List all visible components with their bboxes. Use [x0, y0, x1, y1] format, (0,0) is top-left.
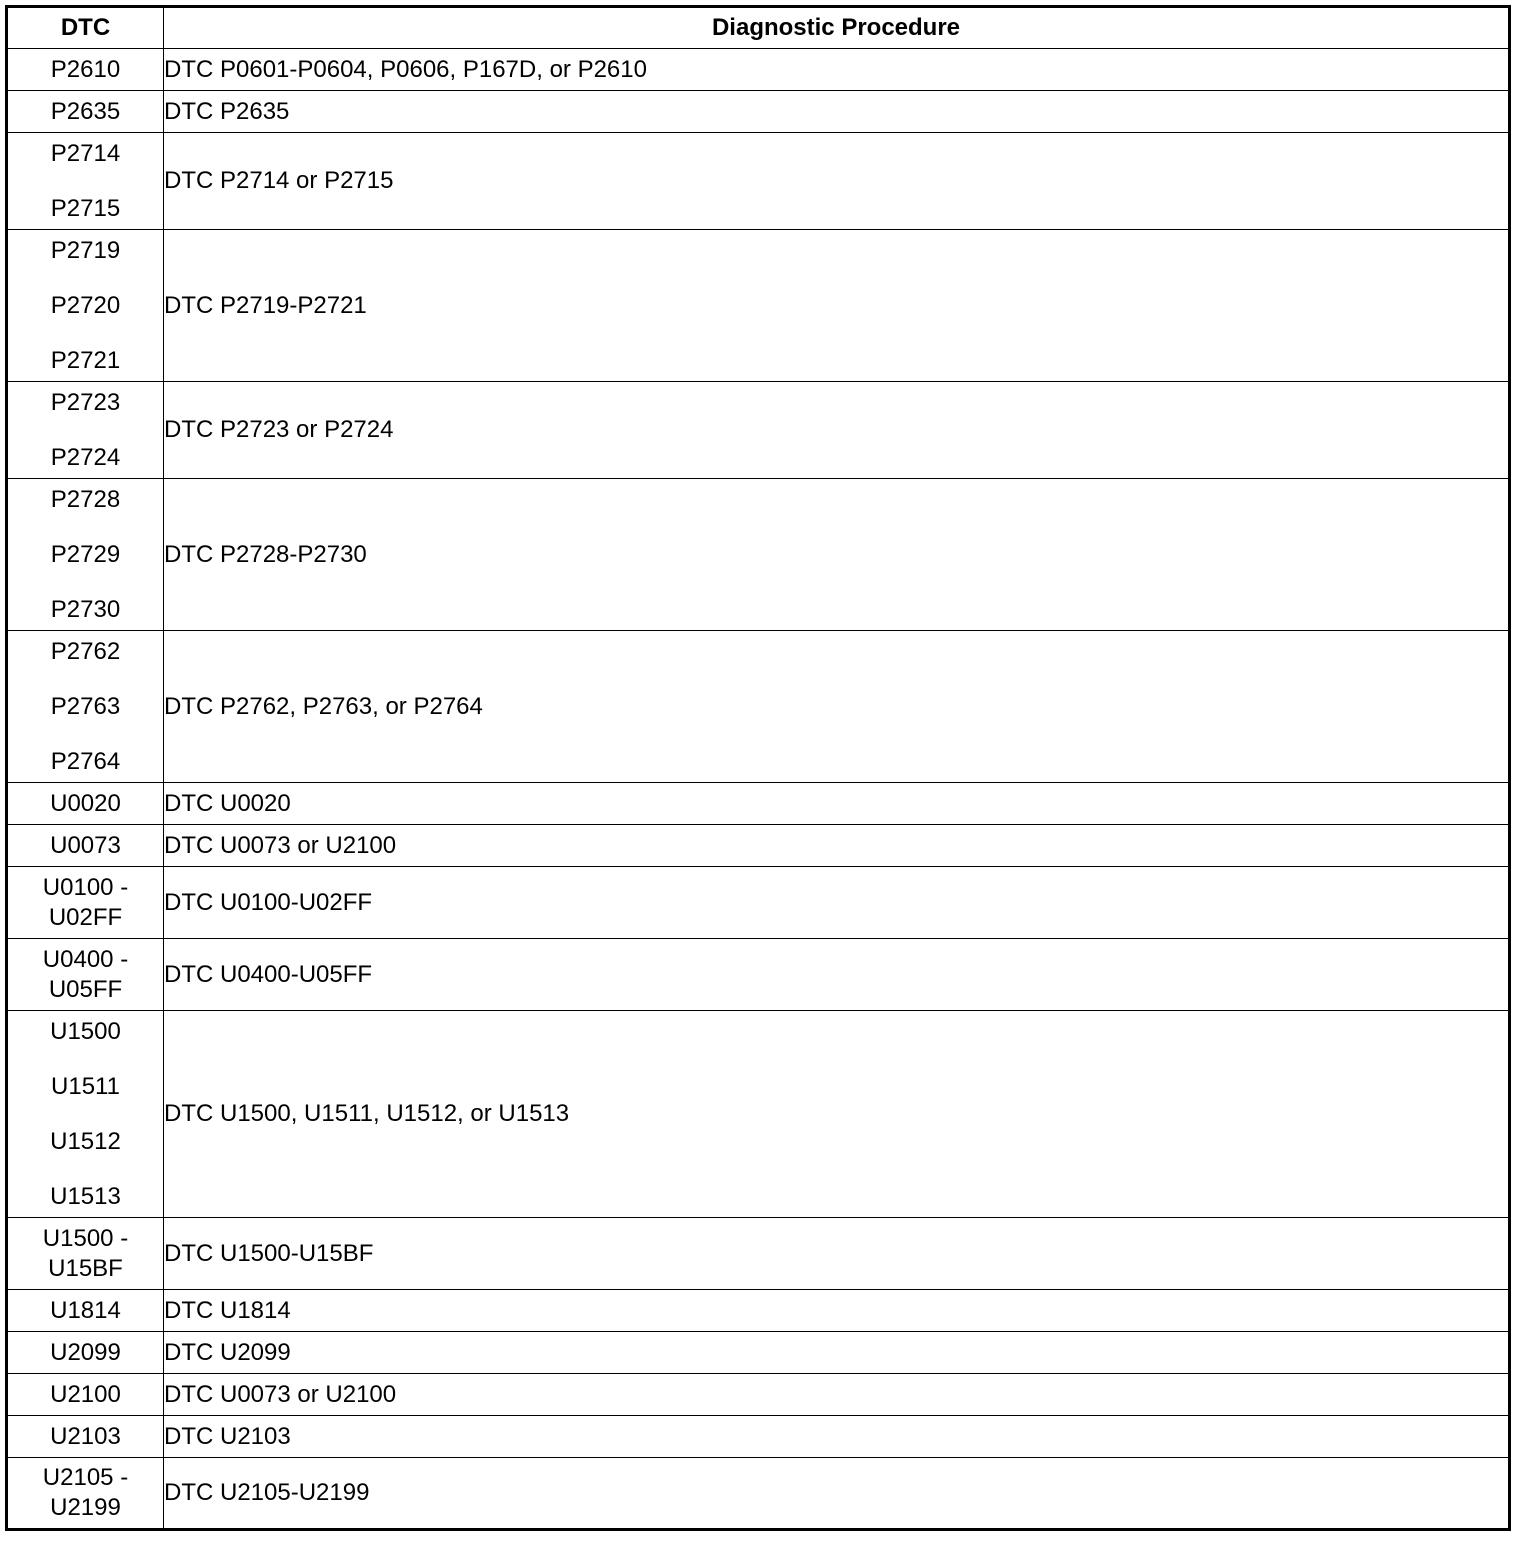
- diagnostic-procedure-cell: DTC U1500, U1511, U1512, or U1513: [164, 1011, 1510, 1218]
- dtc-code-cell: [7, 382, 164, 479]
- dtc-code-cell: [7, 1458, 164, 1530]
- dtc-code-cell: [7, 1290, 164, 1332]
- diagnostic-procedure-cell: DTC U1500-U15BF: [164, 1218, 1510, 1290]
- dtc-code-range-part: U02FF: [48, 903, 123, 931]
- header-dtc: DTC: [7, 7, 164, 49]
- dtc-code-cell: [7, 49, 164, 91]
- header-procedure: Diagnostic Procedure: [164, 7, 1510, 49]
- dtc-code-range-part: U05FF: [48, 975, 123, 1003]
- dtc-code-cell: [7, 133, 164, 230]
- diagnostic-procedure-cell: DTC P2714 or P2715: [164, 133, 1510, 230]
- dtc-code-range-part: U15BF: [48, 1254, 123, 1282]
- dtc-code-range-part: U2105 -: [42, 1464, 129, 1491]
- dtc-code: P2728: [50, 485, 121, 513]
- diagnostic-procedure-cell: DTC U0020: [164, 783, 1510, 825]
- dtc-code: U1513: [50, 1182, 121, 1210]
- dtc-code: P2729: [50, 540, 121, 568]
- dtc-code: U0073: [50, 831, 121, 859]
- dtc-code-cell: [7, 783, 164, 825]
- table-row: [7, 783, 1510, 825]
- dtc-code-cell: [7, 230, 164, 382]
- dtc-code: P2719: [50, 236, 121, 264]
- dtc-code-cell: [7, 91, 164, 133]
- diagnostic-procedure-cell: DTC U0100-U02FF: [164, 867, 1510, 939]
- dtc-code: P2763: [50, 692, 121, 720]
- dtc-code: U1814: [50, 1296, 121, 1324]
- diagnostic-procedure-cell: DTC U1814: [164, 1290, 1510, 1332]
- dtc-code: P2730: [50, 595, 121, 623]
- dtc-code: P2721: [50, 346, 121, 374]
- dtc-code-range-part: U0100 -: [42, 873, 129, 901]
- table-body: [7, 49, 1510, 1530]
- table-row: [7, 1374, 1510, 1416]
- table-row: [7, 133, 1510, 230]
- dtc-code: U2099: [50, 1338, 121, 1366]
- dtc-table: [5, 5, 1511, 1531]
- dtc-code: U2103: [50, 1422, 121, 1450]
- dtc-code: P2764: [50, 747, 121, 775]
- dtc-code-cell: [7, 1374, 164, 1416]
- dtc-code: U2100: [50, 1380, 121, 1408]
- dtc-code: P2720: [50, 291, 121, 319]
- table-row: [7, 382, 1510, 479]
- diagnostic-procedure-cell: DTC U0400-U05FF: [164, 939, 1510, 1011]
- dtc-code-cell: [7, 479, 164, 631]
- dtc-code: P2723: [50, 388, 121, 416]
- diagnostic-procedure-cell: DTC P0601-P0604, P0606, P167D, or P2610: [164, 49, 1510, 91]
- dtc-code-cell: [7, 1218, 164, 1290]
- table-row: [7, 91, 1510, 133]
- dtc-code-cell: [7, 825, 164, 867]
- table-row: [7, 631, 1510, 783]
- table-row: [7, 479, 1510, 631]
- dtc-code: U1511: [51, 1072, 120, 1100]
- dtc-code-range-part: U2199: [50, 1494, 121, 1521]
- table-row: [7, 230, 1510, 382]
- dtc-code-range-part: U1500 -: [42, 1224, 129, 1252]
- diagnostic-procedure-cell: DTC P2723 or P2724: [164, 382, 1510, 479]
- table-row: [7, 1011, 1510, 1218]
- diagnostic-procedure-cell: DTC P2719-P2721: [164, 230, 1510, 382]
- table-row: [7, 1290, 1510, 1332]
- header-row: [7, 7, 1510, 49]
- table-row: [7, 867, 1510, 939]
- diagnostic-procedure-cell: DTC P2762, P2763, or P2764: [164, 631, 1510, 783]
- dtc-code-cell: [7, 867, 164, 939]
- diagnostic-procedure-cell: DTC P2635: [164, 91, 1510, 133]
- dtc-code: P2724: [50, 443, 121, 471]
- dtc-code-cell: [7, 631, 164, 783]
- dtc-code: P2715: [50, 194, 121, 222]
- diagnostic-procedure-cell: DTC P2728-P2730: [164, 479, 1510, 631]
- table-row: [7, 1458, 1510, 1530]
- table-row: [7, 49, 1510, 91]
- diagnostic-procedure-cell: DTC U0073 or U2100: [164, 825, 1510, 867]
- dtc-code: P2610: [50, 55, 121, 83]
- dtc-code-cell: [7, 1332, 164, 1374]
- diagnostic-procedure-cell: DTC U2103: [164, 1416, 1510, 1458]
- table-row: [7, 1416, 1510, 1458]
- diagnostic-procedure-cell: DTC U0073 or U2100: [164, 1374, 1510, 1416]
- dtc-code: U1512: [50, 1127, 121, 1155]
- diagnostic-procedure-cell: DTC U2105-U2199: [164, 1458, 1510, 1530]
- dtc-code: U0020: [50, 789, 121, 817]
- dtc-code-cell: [7, 939, 164, 1011]
- dtc-code: P2714: [50, 139, 121, 167]
- table-row: [7, 825, 1510, 867]
- dtc-code: U1500: [50, 1017, 121, 1045]
- dtc-code: P2635: [50, 97, 121, 125]
- dtc-code: P2762: [50, 637, 121, 665]
- table-row: [7, 1218, 1510, 1290]
- table-row: [7, 939, 1510, 1011]
- dtc-code-cell: [7, 1011, 164, 1218]
- diagnostic-procedure-cell: DTC U2099: [164, 1332, 1510, 1374]
- dtc-code-cell: [7, 1416, 164, 1458]
- table-row: [7, 1332, 1510, 1374]
- dtc-code-range-part: U0400 -: [42, 945, 129, 973]
